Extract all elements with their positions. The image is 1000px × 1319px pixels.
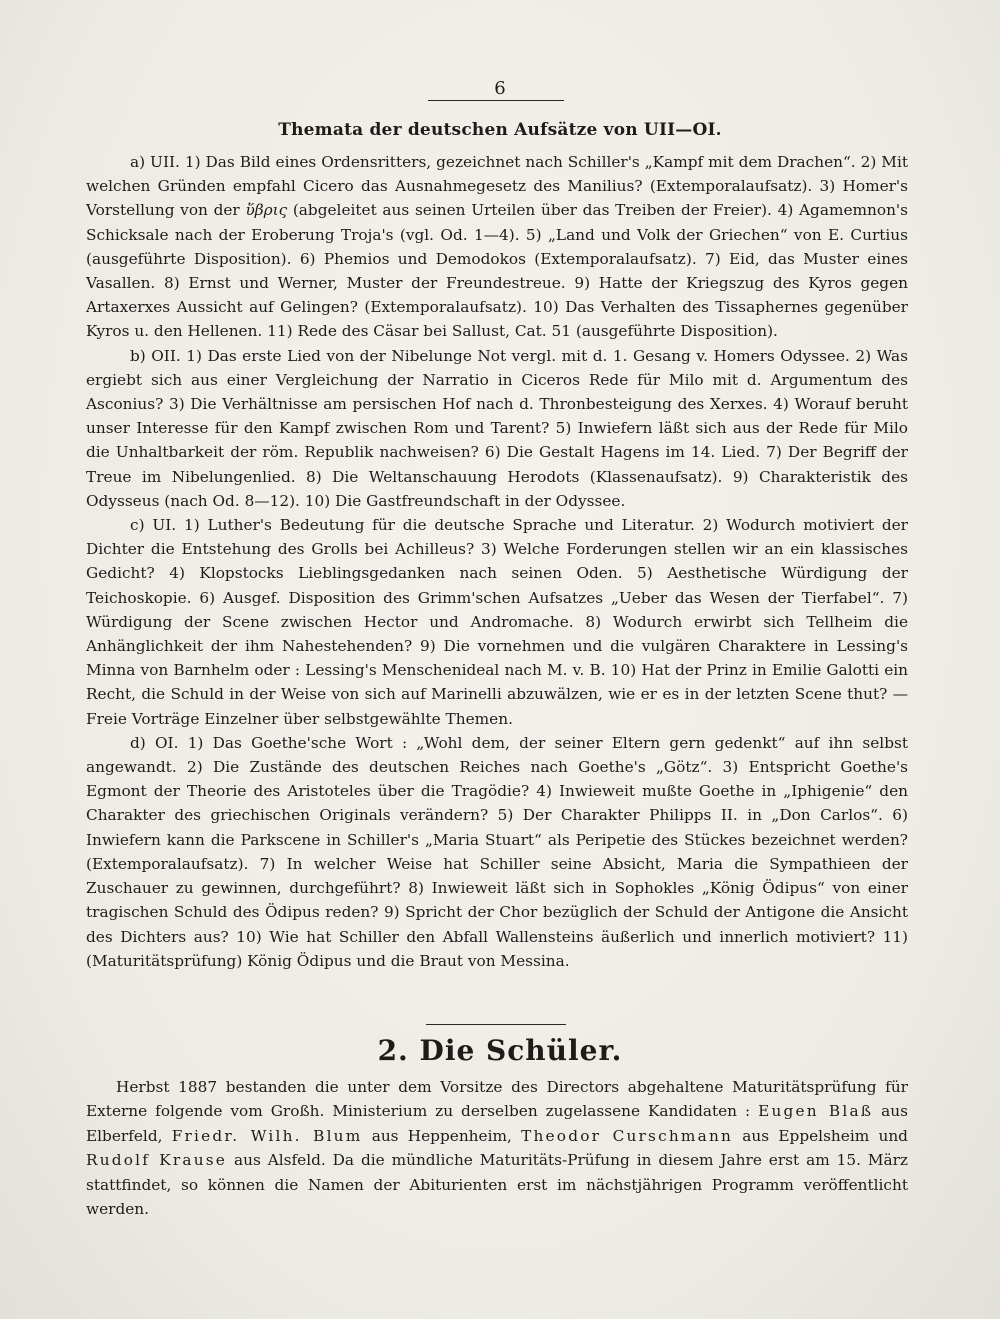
candidate-name-4: Rudolf Krause: [86, 1151, 228, 1170]
section-title: 2. Die Schüler.: [377, 1034, 623, 1067]
class-label-oi: d) OI.: [130, 733, 179, 752]
class-label-ui: c) UI.: [130, 516, 177, 535]
greek-word-hybris: ὕβρις: [245, 201, 288, 220]
essay-topics: [86, 150, 908, 973]
candidate-name-2: Friedr. Wilh. Blum: [171, 1126, 363, 1145]
paragraph-uii: [86, 150, 908, 344]
candidate-name-3: Theodor Curschmann: [521, 1126, 734, 1145]
paragraph-oi: [86, 731, 908, 973]
topics-oi: 1) Das Goethe'sche Wort : „Wohl dem, der seiner Eltern gern gedenkt“ auf ihn selbst angewandt. 2) Die Zustände des deutschen Reiches nach Goethe's „Götz“. 3) Entspricht Goethe's Egmont der Theorie des Aristoteles über die Tragödie? 4) Inwieweit mußte Goethe in „Iphigenie“ den Charakter des griechischen Originals verändern? 5) Der Charakter Philipps II. in „Don Carlos“. 6) Inwiefern kann die Parkscene in Schiller's „Maria Stuart“ als Peripetie des Stückes bezeichnet werden? (Extemporalaufsatz). 7) In welcher Weise hat Schiller seine Absicht, Maria die Sympathieen der Zuschauer zu gewinnen, durchgeführt? 8) Inwieweit läßt sich in Sophokles „König Ödipus“ von einer tragischen Schuld des Ödipus reden? 9) Spricht der Chor bezüglich der Schuld der Antigone die Ansicht des Dichters aus? 10) Wie hat Schiller den Abfall Wallensteins äußerlich und innerlich motiviert? 11) (Maturitätsprüfung) König Ödipus und die Braut von Messina.: [86, 733, 908, 970]
section-text-1: Herbst 1887 bestanden die unter dem Vorsitze des Directors abgehaltene Maturitätsprüfung für Externe folgende vom Großh. Ministerium zu derselben zugelassene Kandidaten :: [86, 1078, 908, 1121]
page-heading: Themata der deutschen Aufsätze von UII—OI.: [278, 120, 722, 140]
section-rule: [426, 1024, 566, 1025]
topics-ui: 1) Luther's Bedeutung für die deutsche Sprache und Literatur. 2) Wodurch motiviert der Dichter die Entstehung des Grolls bei Achilleus? 3) Welche Forderungen stellen wir an ein klassisches Gedicht? 4) Klopstocks Lieblingsgedanken nach seinen Oden. 5) Aesthetische Würdigung der Teichoskopie. 6) Ausgef. Disposition des Grimm'schen Aufsatzes „Ueber das Wesen der Tierfabel“. 7) Würdigung der Scene zwischen Hector und Andromache. 8) Wodurch erwirbt sich Tellheim die Anhänglichkeit der ihm Nahestehenden? 9) Die vornehmen und die vulgären Charaktere in Lessing's Minna von Barnhelm oder : Lessing's Menschenideal nach M. v. B. 10) Hat der Prinz in Emilie Galotti ein Recht, die Schuld in der Weise von sich auf Marinelli abzuwälzen, wie er es in der letzten Scene thut? — Freie Vorträge Einzelner über selbstgewählte Themen.: [86, 516, 908, 728]
candidate-name-1: Eugen Blaß: [758, 1102, 874, 1121]
paragraph-ui: [86, 513, 908, 731]
class-label-oii: b) OII.: [130, 346, 181, 365]
section-paragraph: [86, 1075, 908, 1221]
page-number: 6: [494, 78, 506, 99]
topics-uii-part1: 1) Das Bild eines Ordensritters, gezeichnet nach Schiller's „Kampf mit dem Drachen“. 2) Mit welchen Gründen empfahl Cicero das Ausnahmegesetz des Manilius? (Extemporalaufsatz). 3) Homer's Vorstellung von der: [86, 153, 909, 220]
section-text-3: aus Heppenheim,: [362, 1126, 522, 1145]
header-rule: [428, 100, 564, 101]
section-text-2: aus Elberfeld,: [86, 1102, 908, 1145]
paragraph-oii: [86, 344, 908, 513]
section-body: [86, 1075, 908, 1221]
class-label-uii: a) UII.: [130, 153, 180, 171]
topics-uii-part2: (abgeleitet aus seinen Urteilen über das Treiben der Freier). 4) Agamemnon's Schicksale nach der Eroberung Troja's (vgl. Od. 1—4). 5) „Land und Volk der Griechen“ von E. Curtius (ausgeführte Disposition). 6) Phemios und Demodokos (Extemporalaufsatz). 7) Eid, das Muster eines Vasallen. 8) Ernst und Werner, Muster der Freundestreue. 9) Hatte der Kriegszug des Kyros gegen Artaxerxes Aussicht auf Gelingen? (Extemporalaufsatz). 10) Das Verhalten des Tissaphernes gegenüber Kyros u. den Hellenen. 11) Rede des Cäsar bei Sallust, Cat. 51 (ausgeführte Disposition).: [86, 201, 908, 341]
section-text-4: aus Eppelsheim und: [733, 1126, 908, 1145]
section-text-5: aus Alsfeld. Da die mündliche Maturitäts-Prüfung in diesem Jahre erst am 15. März stattfindet, so können die Namen der Abiturienten erst im nächstjährigen Programm veröffentlicht werden.: [86, 1151, 908, 1219]
topics-oii: 1) Das erste Lied von der Nibelunge Not vergl. mit d. 1. Gesang v. Homers Odyssee. 2) Was ergiebt sich aus einer Vergleichung der Narratio in Ciceros Rede für Milo mit d. Argumentum des Asconius? 3) Die Verhältnisse am persischen Hof nach d. Thronbesteigung des Xerxes. 4) Worauf beruht unser Interesse für den Kampf zwischen Rom und Tarent? 5) Inwiefern läßt sich aus der Rede für Milo die Unhaltbarkeit der röm. Republik nachweisen? 6) Die Gestalt Hagens im 14. Lied. 7) Der Begriff der Treue im Nibelungenlied. 8) Die Weltanschauung Herodots (Klassenaufsatz). 9) Charakteristik des Odysseus (nach Od. 8—12). 10) Die Gastfreundschaft in der Odyssee.: [86, 346, 908, 510]
